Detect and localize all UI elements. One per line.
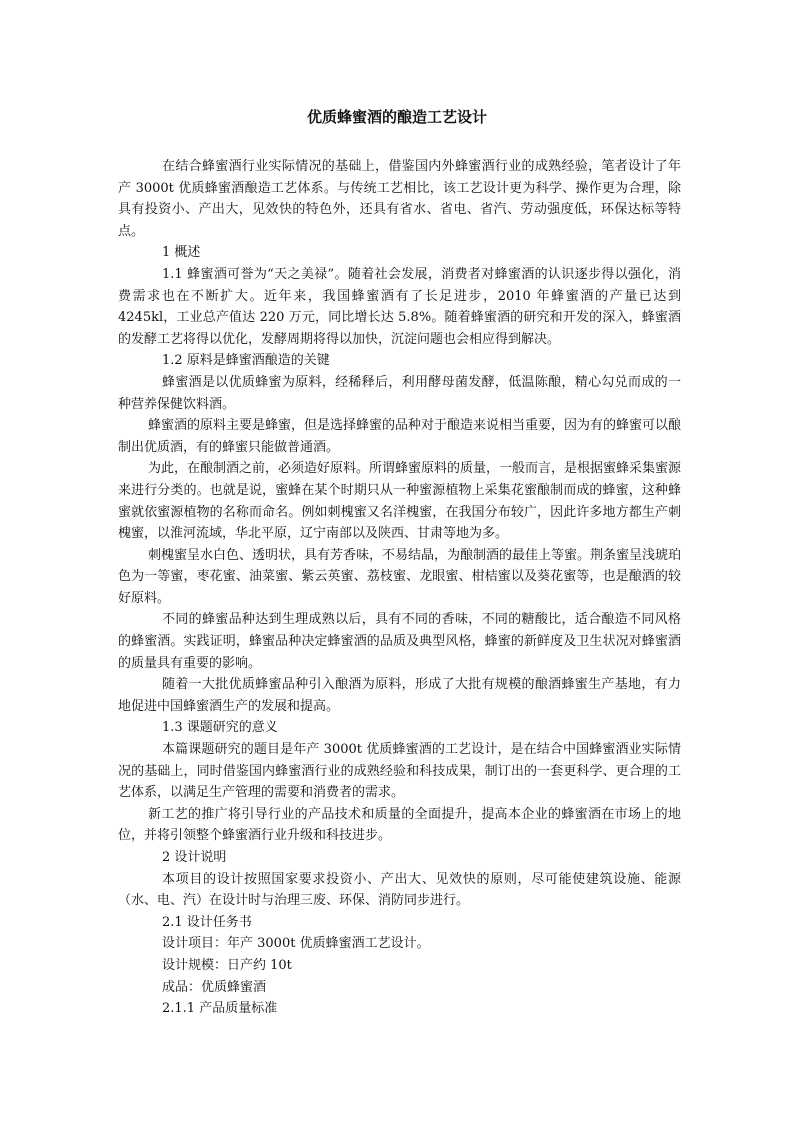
body-paragraph: 本项目的设计按照国家要求投资小、产出大、见效快的原则，尽可能使建筑设施、能源（水、电、汽）在设计时与治理三废、环保、消防同步进行。 — [118, 871, 681, 909]
body-paragraph: 蜂蜜酒的原料主要是蜂蜜，但是选择蜂蜜的品种对于酿造来说相当重要，因为有的蜂蜜可以酿制出优质酒，有的蜂蜜只能做普通酒。 — [118, 418, 682, 455]
body-paragraph: 刺槐蜜呈水白色、透明状，具有芳香味，不易结晶，为酿制酒的最佳上等蜜。荆条蜜呈浅琥珀色为一等蜜，枣花蜜、油菜蜜、紫云英蜜、荔枝蜜、龙眼蜜、柑桔蜜以及葵花蜜等，也是酿酒的较好原料。 — [118, 547, 682, 606]
section-heading: 2.1.1 产品质量标准 — [162, 1001, 278, 1017]
body-paragraph: 为此，在酿制酒之前，必须造好原料。所谓蜂蜜原料的质量，一般而言，是根据蜜蜂采集蜜源来进行分类的。也就是说，蜜蜂在某个时期只从一种蜜源植物上采集花蜜酿制而成的蜂蜜，这种蜂蜜就依蜜源植物的名称而命名。例如刺槐蜜又名洋槐蜜，在我国分布较广，因此许多地方都生产刺槐蜜，以淮河流域，华北平原，辽宁南部以及陕西、甘肃等地为多。 — [118, 461, 682, 542]
section-heading: 2 设计说明 — [162, 850, 227, 865]
body-paragraph: 随着一大批优质蜂蜜品种引入酿酒为原料，形成了大批有规模的酿酒蜂蜜生产基地，有力地促进中国蜂蜜酒生产的发展和提高。 — [118, 677, 681, 714]
document-body — [118, 156, 681, 1020]
section-heading: 2.1 设计任务书 — [162, 914, 252, 930]
body-paragraph: 1.1 蜂蜜酒可誉为“天之美禄”。随着社会发展，消费者对蜂蜜酒的认识逐步得以强化，消费需求也在不断扩大。近年来，我国蜂蜜酒有了长足进步，2010 年蜂蜜酒的产量已达到 4245kl，工业总产值达 220 万元，同比增长达 5.8%。随着蜂蜜酒的研究和开发的深入，蜂蜜酒的发酵工艺将得以优化，发酵周期将得以加快，沉淀问题也会相应得到解决。 — [118, 266, 681, 347]
section-heading: 1 概述 — [162, 245, 201, 261]
document-title: 优质蜂蜜酒的酿造工艺设计 — [306, 108, 487, 126]
body-paragraph: 新工艺的推广将引导行业的产品技术和质量的全面提升，提高本企业的蜂蜜酒在市场上的地位，并将引领整个蜂蜜酒行业升级和科技进步。 — [118, 806, 681, 844]
section-heading: 1.3 课题研究的意义 — [162, 720, 278, 736]
body-paragraph: 在结合蜂蜜酒行业实际情况的基础上，借鉴国内外蜂蜜酒行业的成熟经验，笔者设计了年产 3000t 优质蜂蜜酒酿造工艺体系。与传统工艺相比，该工艺设计更为科学、操作更为合理，除具有投资小、产出大，见效快的特色外，还具有省水、省电、省汽、劳动强度低，环保达标等特点。 — [118, 159, 681, 239]
body-paragraph: 蜂蜜酒是以优质蜂蜜为原料，经稀释后，利用酵母菌发酵，低温陈酿，精心勾兑而成的一种营养保健饮料酒。 — [118, 374, 681, 412]
section-heading: 1.2 原料是蜂蜜酒酿造的关键 — [162, 353, 330, 369]
section-heading: 设计项目：年产 3000t 优质蜂蜜酒工艺设计。 — [162, 936, 430, 952]
body-paragraph: 不同的蜂蜜品种达到生理成熟以后，具有不同的香味，不同的糖酸比，适合酿造不同风格的蜂蜜酒。实践证明，蜂蜜品种决定蜂蜜酒的品质及典型风格，蜂蜜的新鲜度及卫生状况对蜂蜜酒的质量具有重要的影响。 — [118, 612, 681, 671]
section-heading: 设计规模：日产约 10t — [162, 957, 292, 973]
section-heading: 成品：优质蜂蜜酒 — [162, 979, 267, 995]
body-paragraph: 本篇课题研究的题目是年产 3000t 优质蜂蜜酒的工艺设计，是在结合中国蜂蜜酒业实际情况的基础上，同时借鉴国内蜂蜜酒行业的成熟经验和科技成果，制订出的一套更科学、更合理的工艺体系，以满足生产管理的需要和消费者的需求。 — [118, 742, 681, 801]
